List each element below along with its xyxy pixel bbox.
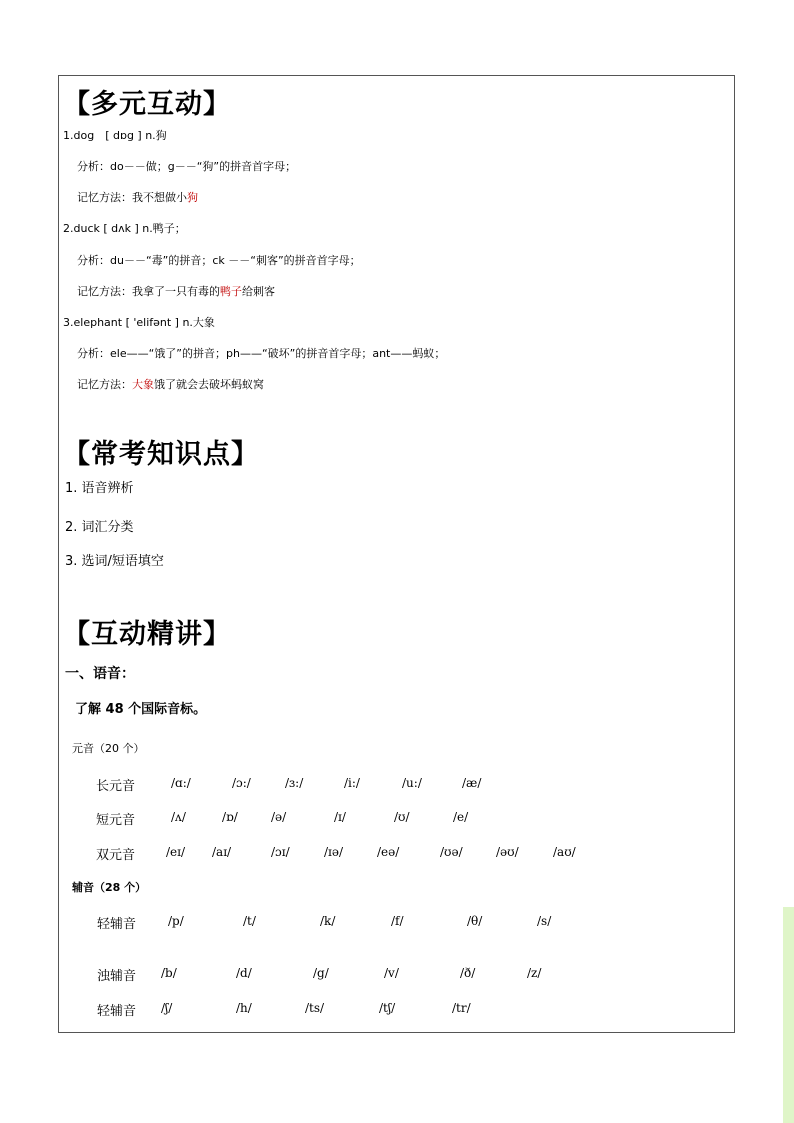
ipa-symbol: /z/: [527, 966, 542, 980]
ipa-symbol: /ʊə/: [440, 845, 463, 859]
consonant-row-label: 轻辅音: [97, 917, 137, 932]
ipa-symbol: /əʊ/: [496, 845, 519, 859]
key-point-item: 1. 语音辨析: [65, 481, 134, 496]
word-memory-method: 记忆方法：我拿了一只有毒的鸭子给刺客: [77, 285, 275, 298]
sub-heading-phonetics: 一、语音：: [65, 666, 135, 682]
ipa-symbol: /ɪə/: [324, 845, 344, 859]
phonetics-intro: 了解 48 个国际音标。: [75, 702, 207, 717]
ipa-symbol: /ɔɪ/: [271, 845, 290, 859]
word-memory-method: 记忆方法：我不想做小狗: [77, 191, 198, 204]
ipa-symbol: /i:/: [344, 776, 360, 790]
word-entry-title: 2.duck [ dʌk ] n.鸭子；: [63, 222, 186, 235]
ipa-symbol: /e/: [453, 810, 469, 824]
word-entry-title: 1.dog [ dɒg ] n.狗: [63, 129, 167, 142]
ipa-symbol: /v/: [384, 966, 399, 980]
ipa-symbol: /b/: [161, 966, 177, 980]
ipa-symbol: /ɑ:/: [171, 776, 191, 790]
side-decoration-strip: [783, 907, 794, 1123]
ipa-symbol: /ɪ/: [334, 810, 346, 824]
ipa-symbol: /u:/: [402, 776, 422, 790]
ipa-symbol: /ð/: [460, 966, 476, 980]
ipa-symbol: /ts/: [305, 1001, 325, 1015]
ipa-symbol: /ʊ/: [394, 810, 410, 824]
ipa-symbol: /eɪ/: [166, 845, 186, 859]
ipa-symbol: /eə/: [377, 845, 400, 859]
ipa-symbol: /aʊ/: [553, 845, 576, 859]
ipa-symbol: /f/: [391, 914, 404, 928]
section-heading-interaction: 【多元互动】: [63, 89, 231, 120]
ipa-symbol: /ə/: [271, 810, 287, 824]
ipa-symbol: /h/: [236, 1001, 252, 1015]
ipa-symbol: /s/: [537, 914, 552, 928]
ipa-symbol: /tʃ/: [379, 1001, 396, 1015]
ipa-symbol: /ɔ:/: [232, 776, 251, 790]
ipa-symbol: /æ/: [462, 776, 482, 790]
ipa-symbol: /t/: [243, 914, 256, 928]
word-memory-method: 记忆方法：大象饿了就会去破坏蚂蚁窝: [77, 378, 264, 391]
vowel-row-label: 双元音: [96, 848, 136, 863]
ipa-symbol: /tr/: [452, 1001, 471, 1015]
word-analysis: 分析：do－－做；g－－“狗”的拼音首字母；: [77, 160, 297, 173]
ipa-symbol: /p/: [168, 914, 184, 928]
ipa-symbol: /k/: [320, 914, 336, 928]
consonants-label: 辅音（28 个）: [72, 881, 147, 894]
ipa-symbol: /ʌ/: [171, 810, 186, 824]
key-point-item: 2. 词汇分类: [65, 520, 134, 535]
consonant-row-label: 浊辅音: [97, 969, 137, 984]
consonant-row-label: 轻辅音: [97, 1004, 137, 1019]
word-analysis: 分析：ele——“饿了”的拼音；ph——“破坏”的拼音首字母；ant——蚂蚁；: [77, 347, 446, 360]
vowels-label: 元音（20 个）: [72, 742, 145, 755]
ipa-symbol: /ɜ:/: [285, 776, 304, 790]
ipa-symbol: /ɒ/: [222, 810, 238, 824]
section-heading-lecture: 【互动精讲】: [63, 619, 231, 650]
ipa-symbol: /g/: [313, 966, 329, 980]
ipa-symbol: /ʃ/: [161, 1001, 173, 1015]
ipa-symbol: /aɪ/: [212, 845, 232, 859]
word-entry-title: 3.elephant [ 'elifənt ] n.大象: [63, 316, 215, 329]
ipa-symbol: /θ/: [467, 914, 483, 928]
section-heading-key-points: 【常考知识点】: [63, 439, 259, 470]
vowel-row-label: 长元音: [96, 779, 136, 794]
key-point-item: 3. 选词/短语填空: [65, 554, 164, 569]
word-analysis: 分析：du－－“毒”的拼音；ck －－“刺客”的拼音首字母；: [77, 254, 361, 267]
vowel-row-label: 短元音: [96, 813, 136, 828]
ipa-symbol: /d/: [236, 966, 252, 980]
